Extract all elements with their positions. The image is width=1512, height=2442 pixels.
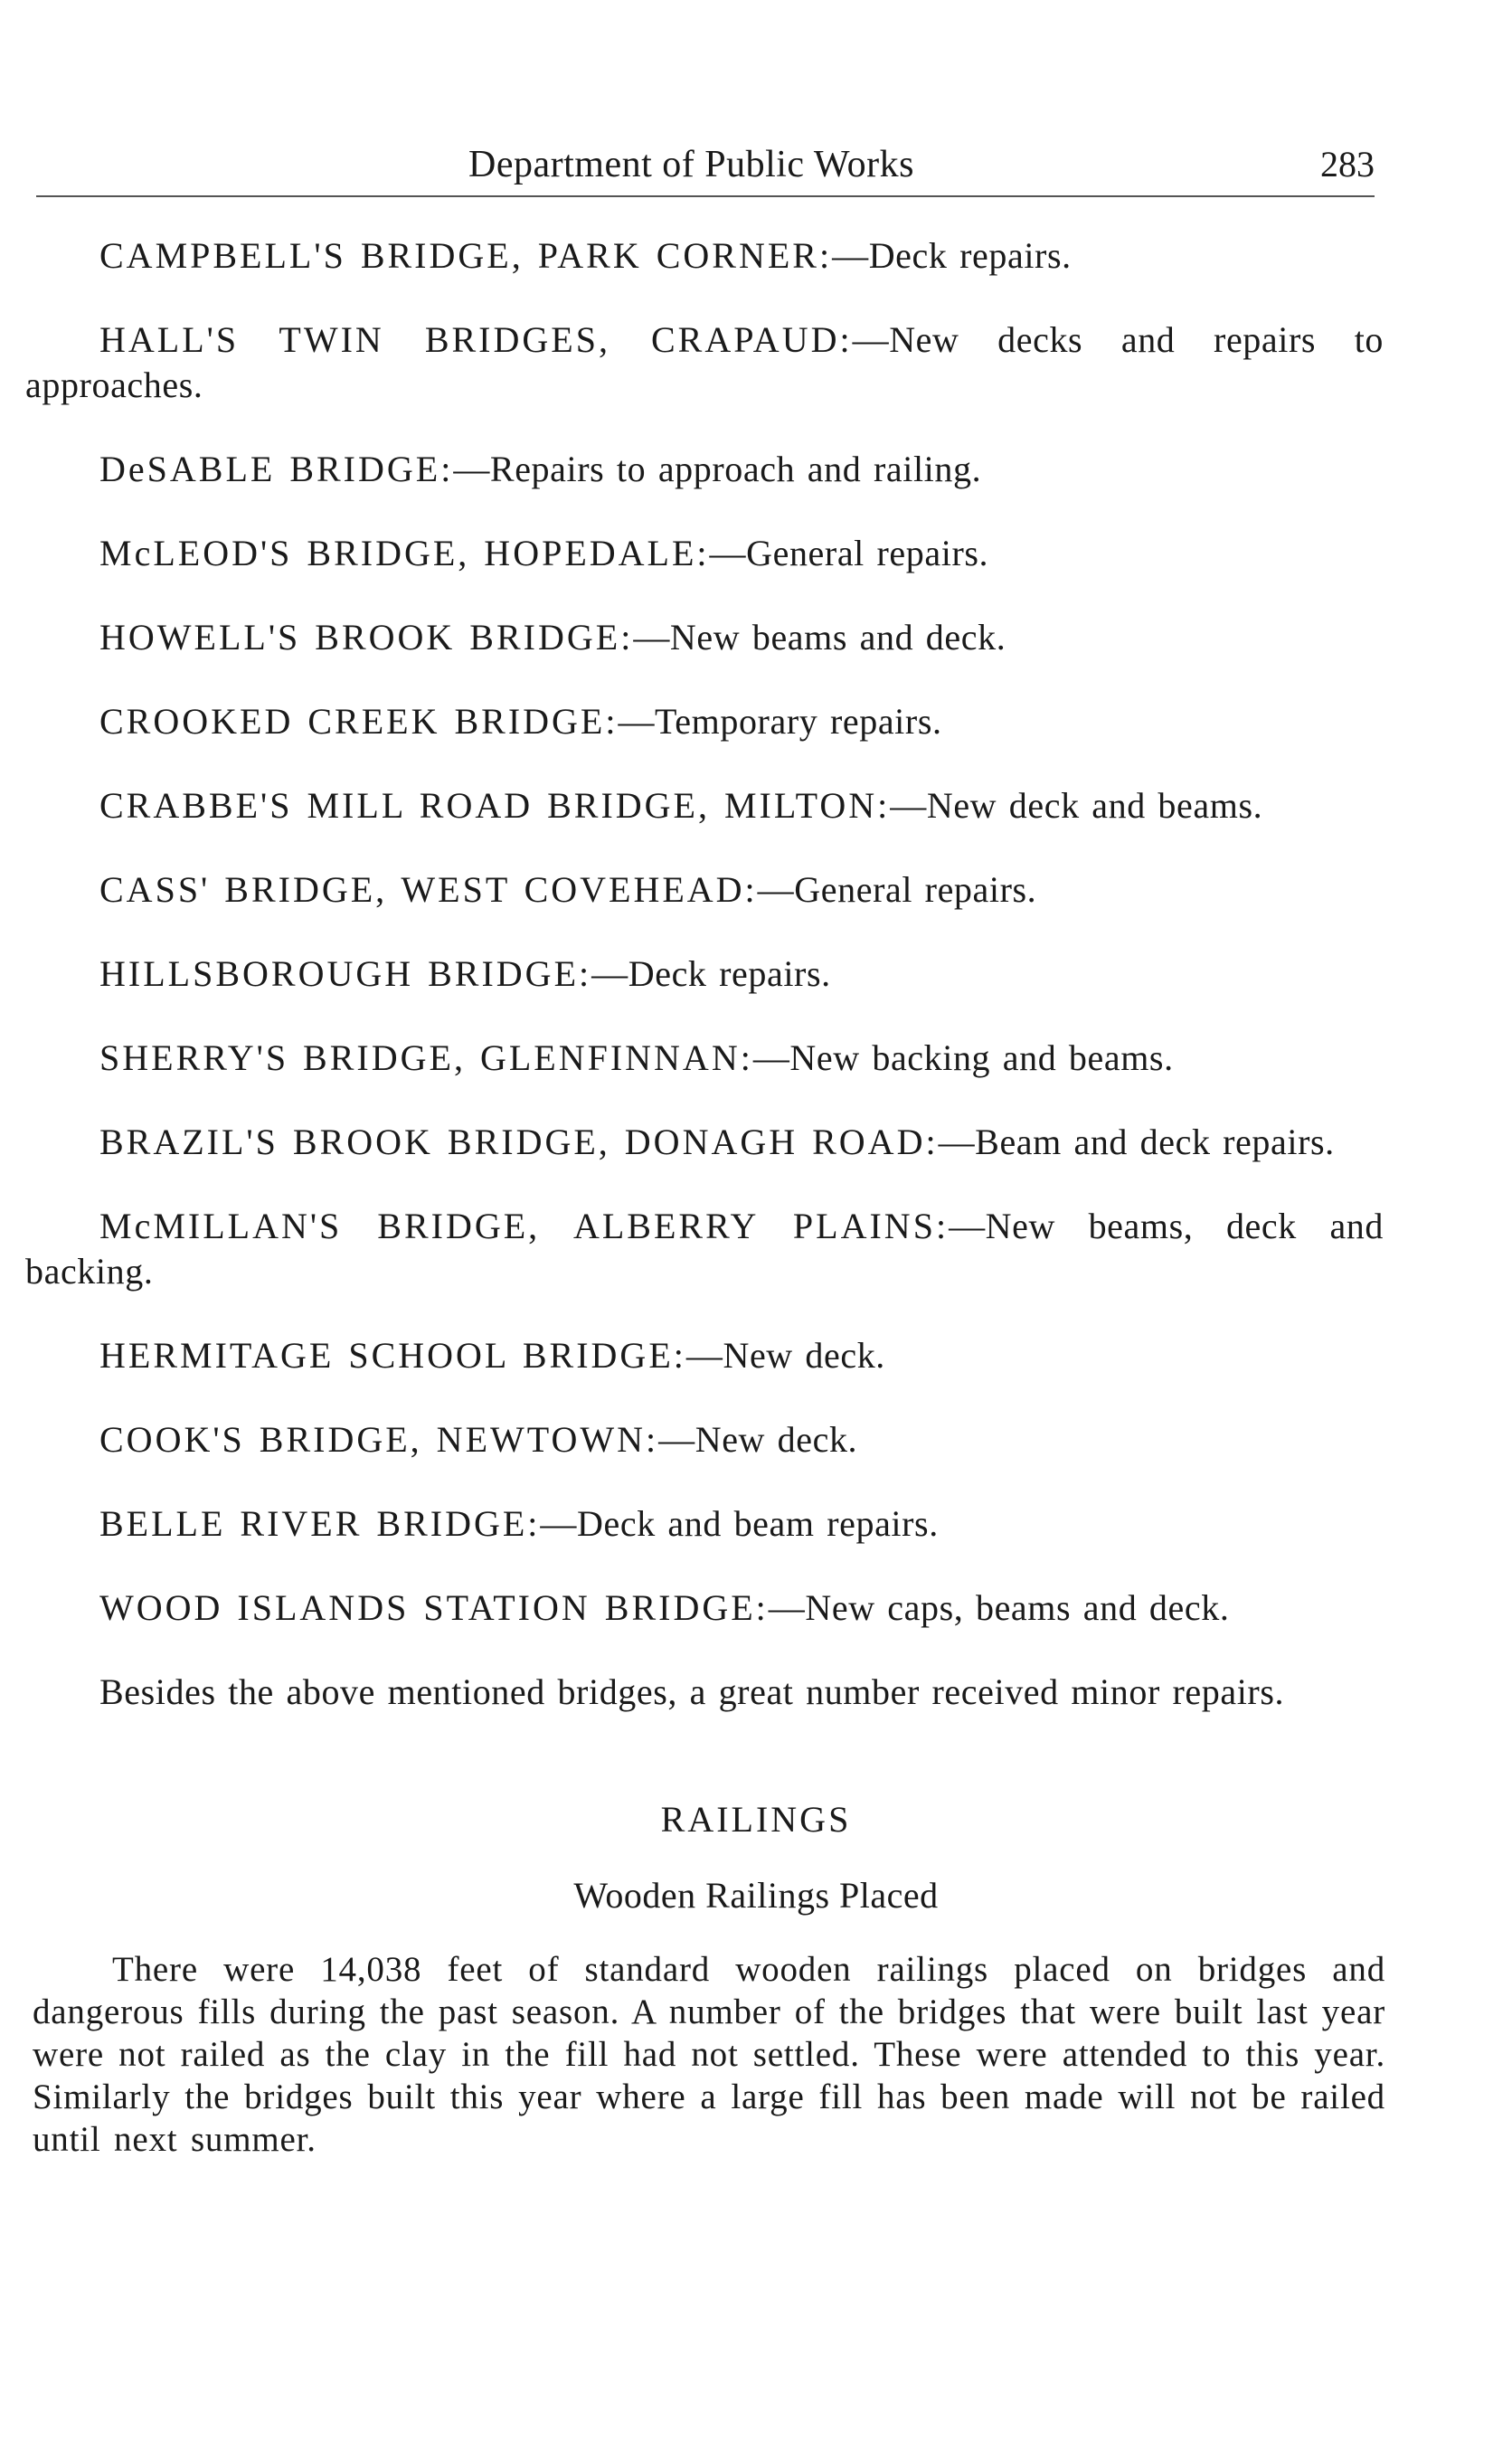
bridge-work: —Beam and deck repairs.	[938, 1122, 1335, 1162]
bridge-work: —General repairs.	[757, 869, 1037, 910]
bridge-repairs-list	[25, 233, 1384, 1754]
bridge-name: HILLSBOROUGH BRIDGE:	[99, 953, 592, 994]
bridge-name: BELLE RIVER BRIDGE:	[99, 1503, 541, 1544]
bridge-name: DeSABLE BRIDGE:	[99, 449, 454, 489]
bridge-name: HOWELL'S BROOK BRIDGE:	[99, 617, 634, 658]
summary-paragraph: Besides the above mentioned bridges, a great number received minor repairs.	[99, 1671, 1285, 1712]
bridge-name: CRABBE'S MILL ROAD BRIDGE, MILTON:	[99, 785, 891, 826]
bridge-name: CROOKED CREEK BRIDGE:	[99, 701, 619, 742]
bridge-entry	[25, 1333, 1384, 1378]
bridge-work: —Temporary repairs.	[618, 701, 942, 742]
section-subheading: Wooden Railings Placed	[573, 1875, 939, 1916]
bridge-entry	[25, 447, 1384, 492]
bridge-work: —New caps, beams and deck.	[768, 1587, 1230, 1628]
bridge-entry	[25, 699, 1384, 744]
bridge-name: CAMPBELL'S BRIDGE, PARK CORNER:	[99, 235, 833, 276]
bridge-work: —New deck and beams.	[890, 785, 1263, 826]
bridge-name: HALL'S TWIN BRIDGES, CRAPAUD:	[99, 319, 853, 360]
bridge-work: —New deck.	[658, 1419, 858, 1460]
bridge-name: McLEOD'S BRIDGE, HOPEDALE:	[99, 533, 710, 573]
railings-paragraph: There were 14,038 feet of standard wooden railings placed on bridges and dangerous fills during the past season. A number of the bridges that were built last year were not railed as the clay in the fill had not settled. These were attended to this year. Similarly the bridges built this year where a large fill has been made will not be railed until next summer.	[33, 1950, 1385, 2159]
running-title: Department of Public Works	[468, 144, 914, 185]
bridge-name: WOOD ISLANDS STATION BRIDGE:	[99, 1587, 769, 1628]
bridge-entry	[25, 783, 1384, 828]
bridge-entry	[25, 317, 1384, 408]
section-heading-railings: RAILINGS	[660, 1799, 852, 1840]
page-header	[36, 143, 1375, 197]
bridge-entry	[25, 867, 1384, 913]
bridge-entry	[25, 1120, 1384, 1165]
bridge-entry	[25, 1417, 1384, 1462]
bridge-name: CASS' BRIDGE, WEST COVEHEAD:	[99, 869, 758, 910]
bridge-name: HERMITAGE SCHOOL BRIDGE:	[99, 1335, 686, 1376]
bridge-work: —Repairs to approach and railing.	[453, 449, 982, 489]
bridge-name: McMILLAN'S BRIDGE, ALBERRY PLAINS:	[99, 1206, 950, 1246]
bridge-work: —Deck repairs.	[591, 953, 831, 994]
bridge-entry	[25, 1585, 1384, 1631]
page-number: 283	[1320, 144, 1375, 185]
bridge-work: —New beams, deck and backing.	[25, 1206, 1384, 1292]
bridge-entry	[25, 1204, 1384, 1294]
bridge-work: —Deck repairs.	[832, 235, 1072, 276]
bridge-work: —New deck.	[685, 1335, 885, 1376]
bridge-work: —New backing and beams.	[752, 1037, 1174, 1078]
bridge-entry	[25, 951, 1384, 997]
bridge-work: —New decks and repairs to approaches.	[25, 319, 1384, 405]
bridge-entry	[25, 1501, 1384, 1547]
bridge-name: COOK'S BRIDGE, NEWTOWN:	[99, 1419, 659, 1460]
bridge-name: BRAZIL'S BROOK BRIDGE, DONAGH ROAD:	[99, 1122, 939, 1162]
bridge-entry	[25, 1036, 1384, 1081]
bridge-work: —General repairs.	[709, 533, 989, 573]
bridge-work: —Deck and beam repairs.	[540, 1503, 939, 1544]
bridge-entry	[25, 233, 1384, 279]
bridge-work: —New beams and deck.	[633, 617, 1006, 658]
bridge-entry	[25, 531, 1384, 576]
bridge-name: SHERRY'S BRIDGE, GLENFINNAN:	[99, 1037, 753, 1078]
bridge-entry	[25, 615, 1384, 660]
